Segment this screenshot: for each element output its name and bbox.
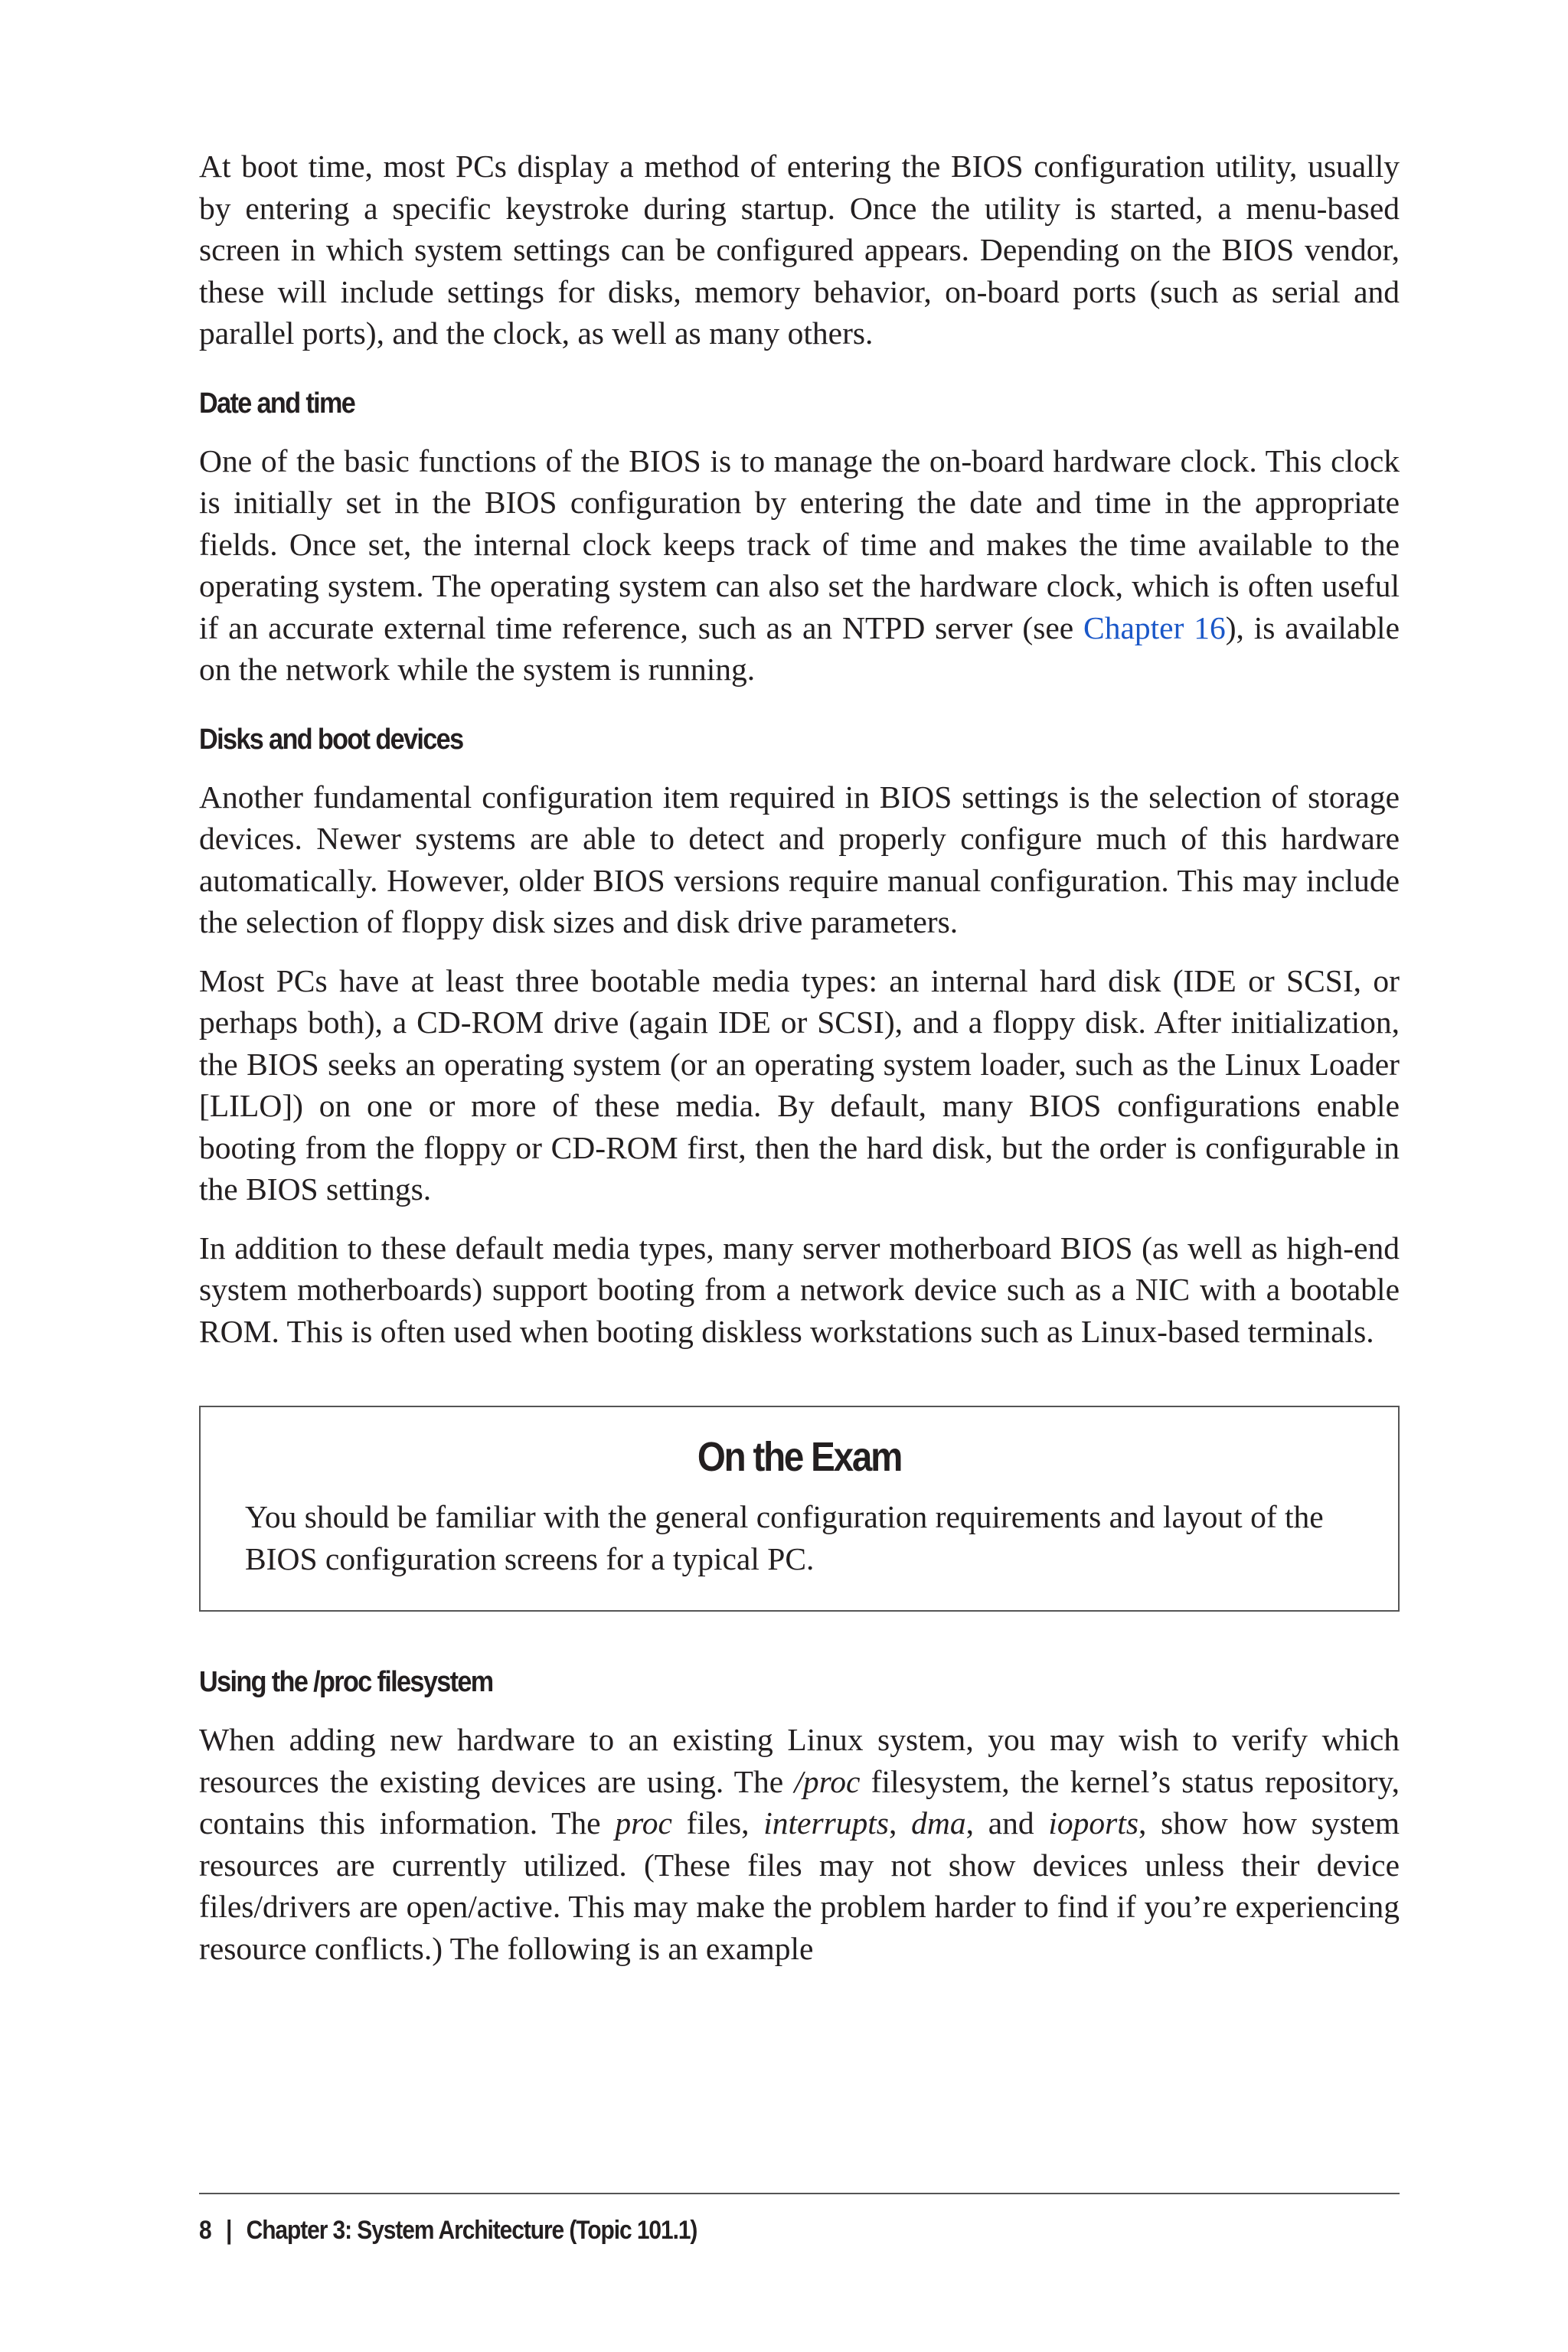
intro-paragraph: At boot time, most PCs display a method of entering the BIOS configuration utility, usually by entering a specific keystroke during startup. Once the utility is started, a menu-based screen in which system settings can be configured appears. Depending on the BIOS vendor, these will include settings for disks, memory behavior, on-board ports (such as serial and parallel ports), and the clock, as well as many others. bbox=[199, 149, 1400, 351]
heading-proc-filesystem: Using the /proc filesystem bbox=[199, 1666, 493, 1698]
date-time-text-1: One of the basic functions of the BIOS is to manage the on-board hardware clock. This clock is initially set in the BIOS configuration by entering the date and time in the appropriate fields. Once set, the internal clock keeps track of time and makes the time available to the operating system. The operating system can also set the hardware clock, which is often useful if an accurate external time reference, such as an NTPD server (see bbox=[199, 443, 1400, 645]
proc-text-2: filesystem, the kernel’s status repository, contains this information. The bbox=[199, 1763, 1400, 1841]
date-time-paragraph bbox=[199, 440, 1400, 691]
proc-text-4: , bbox=[888, 1805, 912, 1841]
proc-path-term: /proc bbox=[794, 1763, 861, 1799]
proc-paragraph bbox=[199, 1719, 1400, 1969]
proc-text-5: , and bbox=[965, 1805, 1049, 1841]
disks-paragraph-3: In addition to these default media types, many server motherboard BIOS (as well as high-end system motherboards) support booting from a network device such as a NIC with a bootable ROM. This is often used when booting diskless workstations such as Linux-based terminals. bbox=[199, 1230, 1400, 1349]
footer-separator: | bbox=[225, 2216, 232, 2245]
ioports-term: ioports bbox=[1048, 1805, 1139, 1841]
interrupts-term: interrupts bbox=[763, 1805, 889, 1841]
exam-note-text: You should be familiar with the general configuration requirements and layout of the BIOS configuration screens for a typical PC. bbox=[245, 1499, 1324, 1576]
chapter-16-link[interactable]: Chapter 16 bbox=[1083, 609, 1226, 645]
disks-paragraph-2: Most PCs have at least three bootable media types: an internal hard disk (IDE or SCSI, or perhaps both), a CD-ROM drive (again IDE or SCSI), and a floppy disk. After initialization, the BIOS seeks an operating system (or an operating system loader, such as the Linux Loader [LILO]) on one or more of these media. By default, many BIOS configurations enable booting from the floppy or CD-ROM first, then the hard disk, but the order is configurable in the BIOS settings. bbox=[199, 962, 1400, 1207]
page-body bbox=[199, 145, 1400, 1986]
proc-files-term: proc bbox=[615, 1805, 672, 1841]
exam-note-box bbox=[199, 1406, 1400, 1612]
heading-disks-boot: Disks and boot devices bbox=[199, 723, 463, 756]
dma-term: dma bbox=[911, 1805, 966, 1841]
proc-text-3: files, bbox=[671, 1805, 764, 1841]
exam-note-title: On the Exam bbox=[697, 1434, 902, 1480]
date-time-text-2: ), is available on the network while the system is running. bbox=[199, 609, 1400, 687]
footer-line bbox=[199, 2216, 697, 2246]
proc-text-1: When adding new hardware to an existing Linux system, you may wish to verify which resources the existing devices are using. The bbox=[199, 1722, 1400, 1799]
disks-paragraph-1: Another fundamental configuration item required in BIOS settings is the selection of storage devices. Newer systems are able to detect and properly configure much of this hardware automatically. However, older BIOS versions require manual configuration. This may include the selection of floppy disk sizes and disk drive parameters. bbox=[199, 779, 1400, 939]
page-footer bbox=[199, 2193, 1400, 2246]
proc-text-6: , show how system resources are currently utilized. (These files may not show devices unless their device files/drivers are open/active. This may make the problem harder to find if you’re experiencing resource conflicts.) The following is an example bbox=[199, 1805, 1400, 1966]
page-number: 8 bbox=[199, 2216, 211, 2245]
footer-chapter-title: Chapter 3: System Architecture (Topic 101.1) bbox=[246, 2216, 697, 2245]
heading-date-time: Date and time bbox=[199, 387, 355, 420]
